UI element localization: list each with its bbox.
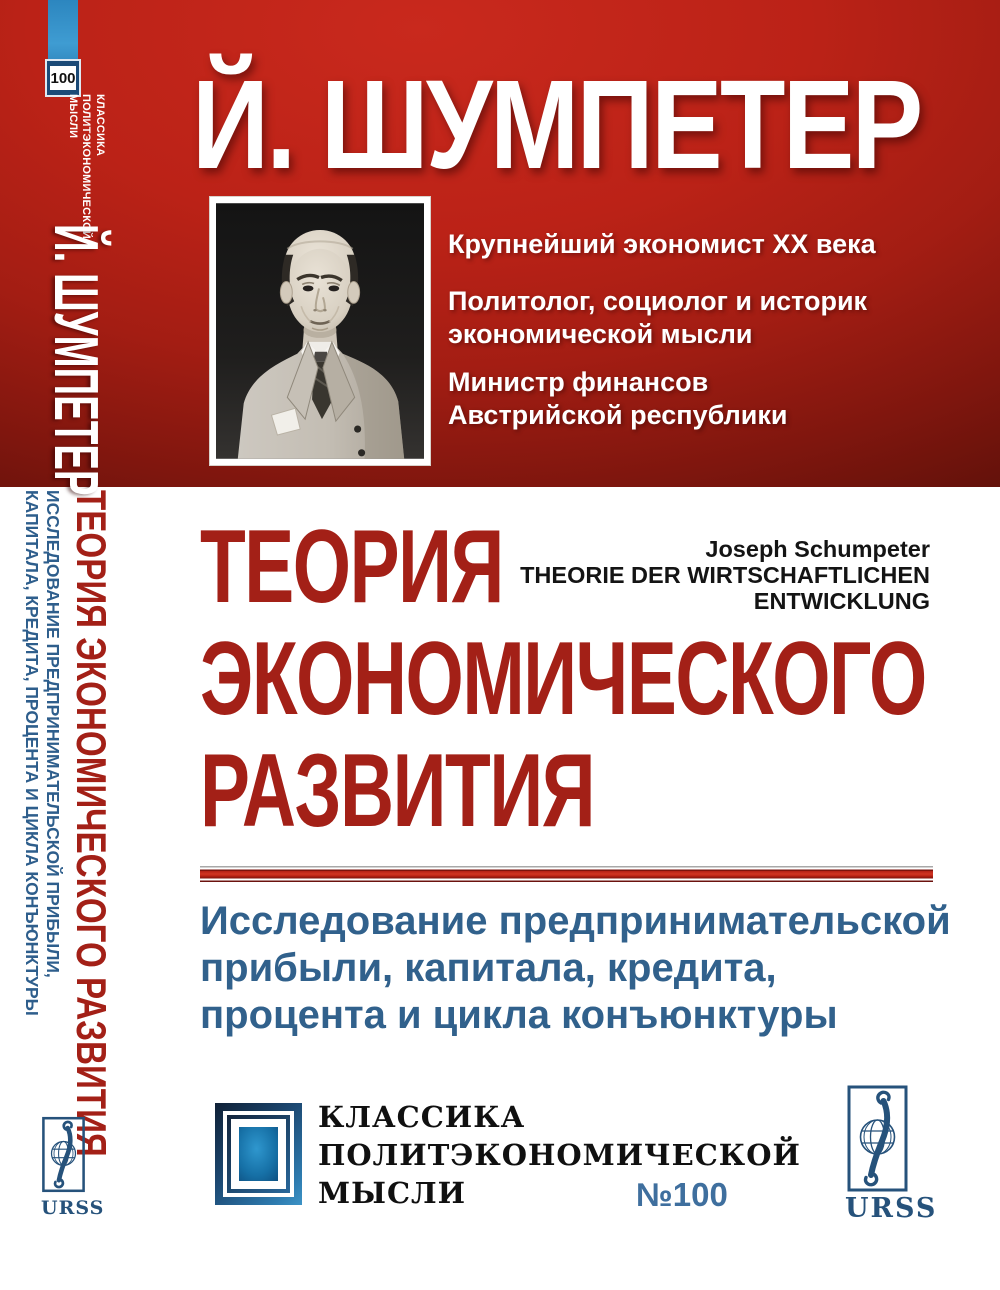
spine-title-block — [14, 490, 115, 1157]
publisher-logo-spine — [41, 1113, 105, 1219]
spine-subtitle-line1: ИССЛЕДОВАНИЕ ПРЕДПРИНИМАТЕЛЬСКОЙ ПРИБЫЛИ, — [43, 490, 63, 978]
red-divider-rule — [200, 866, 933, 883]
series-name-line2: ПОЛИТЭКОНОМИЧЕСКОЙ — [318, 1138, 801, 1172]
tagline-minister: Министр финансов Австрийской республики — [448, 367, 788, 430]
spine-title: ТЕОРИЯ ЭКОНОМИЧЕСКОГО РАЗВИТИЯ — [68, 490, 115, 1157]
subtitle-line1: Исследование предпринимательской — [200, 899, 951, 943]
book-subtitle — [200, 898, 951, 1039]
series-number-badge-value: 100 — [50, 66, 76, 90]
publisher-name-front: URSS — [845, 1193, 938, 1224]
subtitle-line3: процента и цикла конъюнктуры — [200, 993, 838, 1037]
series-name-line3: МЫСЛИ — [318, 1176, 467, 1210]
series-name-line1: КЛАССИКА — [318, 1100, 526, 1134]
portrait-illustration — [216, 203, 424, 459]
original-title-line1: THEORIE DER WIRTSCHAFTLICHEN — [520, 562, 930, 588]
series-name — [318, 1098, 801, 1212]
book-title-line1: ТЕОРИЯ — [200, 509, 503, 625]
book-title-line2: ЭКОНОМИЧЕСКОГО — [200, 621, 926, 737]
spine-series-name — [30, 94, 106, 239]
series-nested-squares-logo — [215, 1103, 302, 1205]
spine-subtitle-line2: КАПИТАЛА, КРЕДИТА, ПРОЦЕНТА И ЦИКЛА КОНЪЮНКТУРЫ — [22, 490, 42, 1016]
tagline-economist: Крупнейший экономист XX века — [448, 229, 876, 259]
subtitle-line2: прибыли, капитала, кредита, — [200, 946, 777, 990]
tagline-politolog: Политолог, социолог и историк экономической мысли — [448, 286, 868, 349]
series-volume-number: №100 — [636, 1176, 728, 1213]
urss-integral-globe-icon — [847, 1085, 908, 1192]
front-author-title: Й. ШУМПЕТЕР — [192, 54, 921, 195]
spine-series-line3: МЫСЛИ — [67, 94, 79, 139]
series-number-badge — [45, 59, 81, 97]
original-author: Joseph Schumpeter — [705, 536, 930, 562]
book-title-line3: РАЗВИТИЯ — [200, 733, 595, 849]
spine-series-line1: КЛАССИКА — [94, 94, 106, 157]
publisher-logo-front — [845, 1085, 938, 1224]
publisher-name-spine: URSS — [41, 1197, 105, 1219]
original-title-line2: ENTWICKLUNG — [753, 588, 930, 614]
author-portrait-photo — [209, 196, 431, 466]
spine-author: Й. ШУМПЕТЕР — [41, 224, 110, 496]
spine-series-line2: ПОЛИТЭКОНОМИЧЕСКОЙ — [80, 94, 93, 239]
urss-integral-globe-icon — [42, 1113, 85, 1196]
